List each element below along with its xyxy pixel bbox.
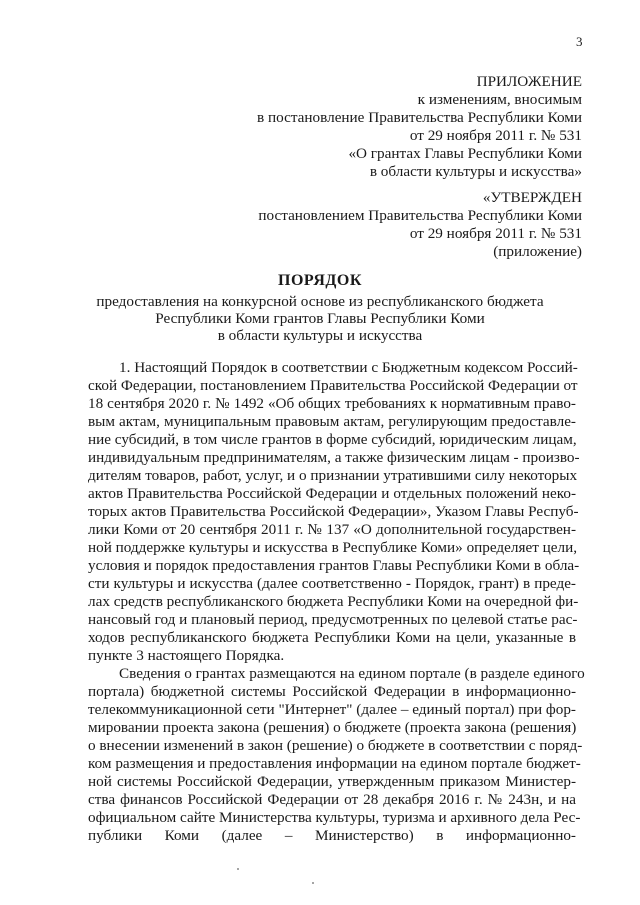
text-line: 18 сентября 2020 г. № 1492 «Об общих требованиях к нормативным право- xyxy=(88,395,576,412)
text-line: ской Федерации, постановлением Правительства Российской Федерации от xyxy=(88,377,578,394)
text-line: условия и порядок предоставления грантов Главы Республики Коми в обла- xyxy=(88,557,580,574)
text-line: нансовый год и плановый период, предусмотренных по целевой статье рас- xyxy=(88,611,578,628)
appendix-line: от 29 ноября 2011 г. № 531 xyxy=(409,127,582,144)
text-line: лики Коми от 20 сентября 2011 г. № 137 «О дополнительной государствен- xyxy=(88,521,576,538)
text-line: лах средств республиканского бюджета Республики Коми на очередной фи- xyxy=(88,593,579,610)
approval-line: постановлением Правительства Республики Коми xyxy=(258,207,582,224)
appendix-line: в области культуры и искусства» xyxy=(369,163,582,180)
text-line: торых актов Правительства Российской Федерации», Указом Главы Респуб- xyxy=(88,503,579,520)
document-subtitle-line: в области культуры и искусства xyxy=(217,327,423,344)
appendix-line: «О грантах Главы Республики Коми xyxy=(348,145,582,162)
approval-line: (приложение) xyxy=(493,243,582,260)
page-number: 3 xyxy=(576,34,583,49)
document-subtitle-line: предоставления на конкурсной основе из республиканского бюджета xyxy=(96,293,544,310)
text-line: телекоммуникационной сети "Интернет" (далее – единый портал) при фор- xyxy=(88,701,576,718)
text-line: публики Коми (далее – Министерство) в информационно- xyxy=(88,827,576,844)
document-title: ПОРЯДОК xyxy=(278,272,362,289)
text-line: индивидуальным предпринимателям, а также физическим лицам - произво- xyxy=(88,449,580,466)
text-line: 1. Настоящий Порядок в соответствии с Бюджетным кодексом Россий- xyxy=(119,359,578,376)
text-line: ной системы Российской Федерации, утвержденным приказом Министер- xyxy=(88,773,576,790)
document-subtitle-line: Республики Коми грантов Главы Республики Коми xyxy=(155,310,485,327)
text-line: портала) бюджетной системы Российской Федерации в информационно- xyxy=(88,683,576,700)
text-line: о внесении изменений в закон (решение) о бюджете в соответствии с поряд- xyxy=(88,737,583,754)
approval-line: от 29 ноября 2011 г. № 531 xyxy=(409,225,582,242)
text-line: ходов республиканского бюджета Республики Коми на цели, указанные в xyxy=(88,629,576,646)
scan-speck xyxy=(312,882,314,884)
text-line: актов Правительства Российской Федерации и отдельных положений неко- xyxy=(88,485,576,502)
text-line: вым актам, муниципальным правовым актам, регулирующим предоставле- xyxy=(88,413,576,430)
text-line: пункте 3 настоящего Порядка. xyxy=(88,647,285,664)
text-line: дителям товаров, работ, услуг, и о признании утратившими силу некоторых xyxy=(88,467,578,484)
text-line: Сведения о грантах размещаются на едином портале (в разделе единого xyxy=(119,665,585,682)
text-line: ства финансов Российской Федерации от 28 декабря 2016 г. № 243н, и на xyxy=(88,791,576,808)
appendix-line: к изменениям, вносимым xyxy=(417,91,582,108)
text-line: ние субсидий, в том числе грантов в форме субсидий, юридическим лицам, xyxy=(88,431,577,448)
appendix-line: в постановление Правительства Республики Коми xyxy=(257,109,582,126)
text-line: мировании проекта закона (решения) о бюджете (проекта закона (решения) xyxy=(88,719,577,736)
scan-speck xyxy=(237,868,239,870)
text-line: официальном сайте Министерства культуры, туризма и архивного дела Рес- xyxy=(88,809,581,826)
text-line: сти культуры и искусства (далее соответственно - Порядок, грант) в преде- xyxy=(88,575,576,592)
approval-heading: «УТВЕРЖДЕН xyxy=(482,189,582,206)
text-line: ком размещения и предоставления информации на едином портале бюджет- xyxy=(88,755,581,772)
appendix-heading: ПРИЛОЖЕНИЕ xyxy=(476,73,582,90)
text-line: ной поддержке культуры и искусства в Республике Коми» определяет цели, xyxy=(88,539,577,556)
